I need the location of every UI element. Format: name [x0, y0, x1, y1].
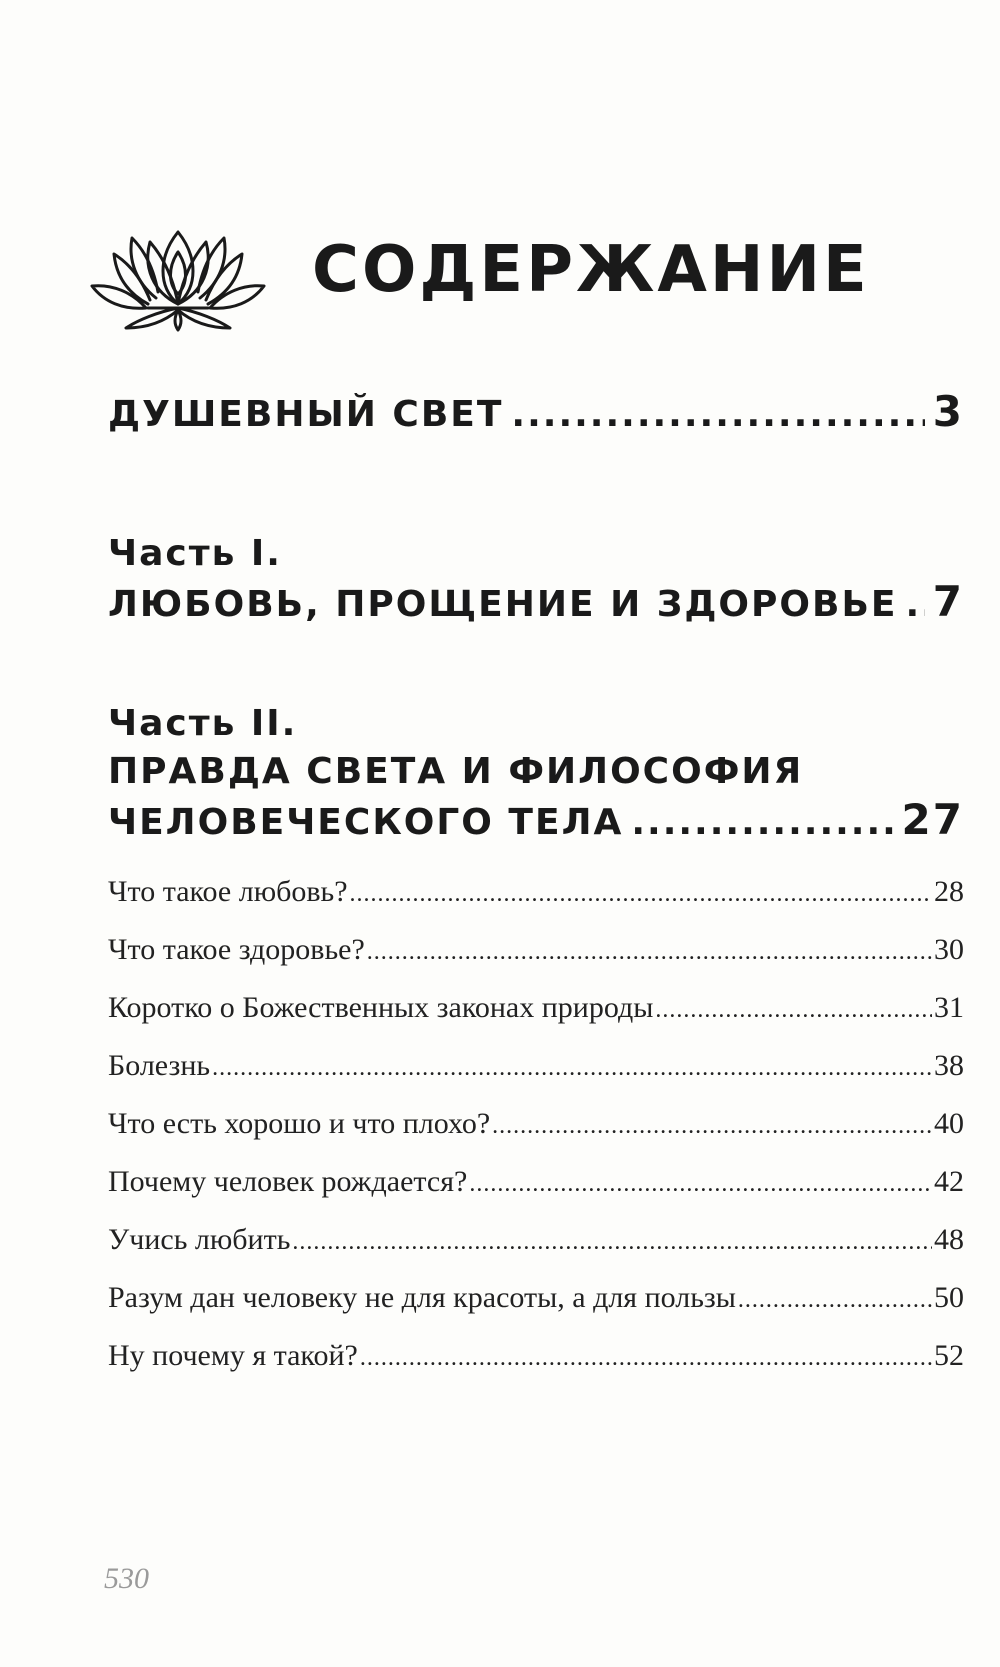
- toc-entry: [108, 1106, 964, 1144]
- toc-entry: [108, 1338, 964, 1376]
- page-title: СОДЕРЖАНИЕ: [312, 233, 870, 307]
- section-page: 27: [901, 795, 964, 844]
- dot-leader: [350, 876, 932, 912]
- section-page: 3: [932, 387, 964, 436]
- dot-leader: [655, 992, 932, 1028]
- dot-leader: [905, 585, 924, 625]
- dot-leader: [469, 1166, 932, 1202]
- dot-leader: [212, 1050, 932, 1086]
- entry-page: 31: [934, 991, 964, 1024]
- entry-label: Что такое любовь?: [108, 875, 348, 908]
- section-label: ДУШЕВНЫЙ СВЕТ: [108, 394, 504, 435]
- entry-page: 52: [934, 1339, 964, 1372]
- dot-leader: [360, 1340, 932, 1376]
- toc-section-soul-light: [108, 387, 964, 436]
- entry-page: 42: [934, 1165, 964, 1198]
- entry-label: Ну почему я такой?: [108, 1339, 358, 1372]
- section-label: ЛЮБОВЬ, ПРОЩЕНИЕ И ЗДОРОВЬЕ: [108, 584, 898, 625]
- entry-label: Что такое здоровье?: [108, 933, 365, 966]
- toc-section-part-1: [108, 577, 964, 626]
- dot-leader: [492, 1108, 932, 1144]
- entry-page: 28: [934, 875, 964, 908]
- entry-label: Болезнь: [108, 1049, 211, 1082]
- toc-entry: [108, 1048, 964, 1086]
- toc-entry: [108, 874, 964, 912]
- dot-leader: [738, 1282, 932, 1318]
- dot-leader: [367, 934, 932, 970]
- section-label: ЧЕЛОВЕЧЕСКОГО ТЕЛА: [108, 802, 624, 843]
- section-page: 7: [932, 577, 964, 626]
- toc-entry: [108, 932, 964, 970]
- dot-leader: [511, 395, 924, 435]
- toc-entry: [108, 1280, 964, 1318]
- toc-entry: [108, 1164, 964, 1202]
- toc-section-part-2: [108, 795, 964, 844]
- entry-page: 50: [934, 1281, 964, 1314]
- part-label: Часть II.: [108, 703, 298, 744]
- part-label: Часть I.: [108, 533, 282, 574]
- entry-page: 40: [934, 1107, 964, 1140]
- page-number: 530: [104, 1562, 149, 1595]
- toc-entry: [108, 990, 964, 1028]
- entry-label: Коротко о Божественных законах природы: [108, 991, 654, 1024]
- entry-page: 30: [934, 933, 964, 966]
- entry-page: 48: [934, 1223, 964, 1256]
- lotus-icon: [88, 212, 268, 332]
- toc-entry: [108, 1222, 964, 1260]
- entry-label: Разум дан человеку не для красоты, а для пользы: [108, 1281, 736, 1314]
- entry-label: Учись любить: [108, 1223, 291, 1256]
- entry-label: Почему человек рождается?: [108, 1165, 468, 1198]
- section-label-line: ПРАВДА СВЕТА И ФИЛОСОФИЯ: [108, 751, 804, 792]
- entry-label: Что есть хорошо и что плохо?: [108, 1107, 491, 1140]
- entry-page: 38: [934, 1049, 964, 1082]
- dot-leader: [292, 1224, 932, 1260]
- dot-leader: [631, 803, 893, 843]
